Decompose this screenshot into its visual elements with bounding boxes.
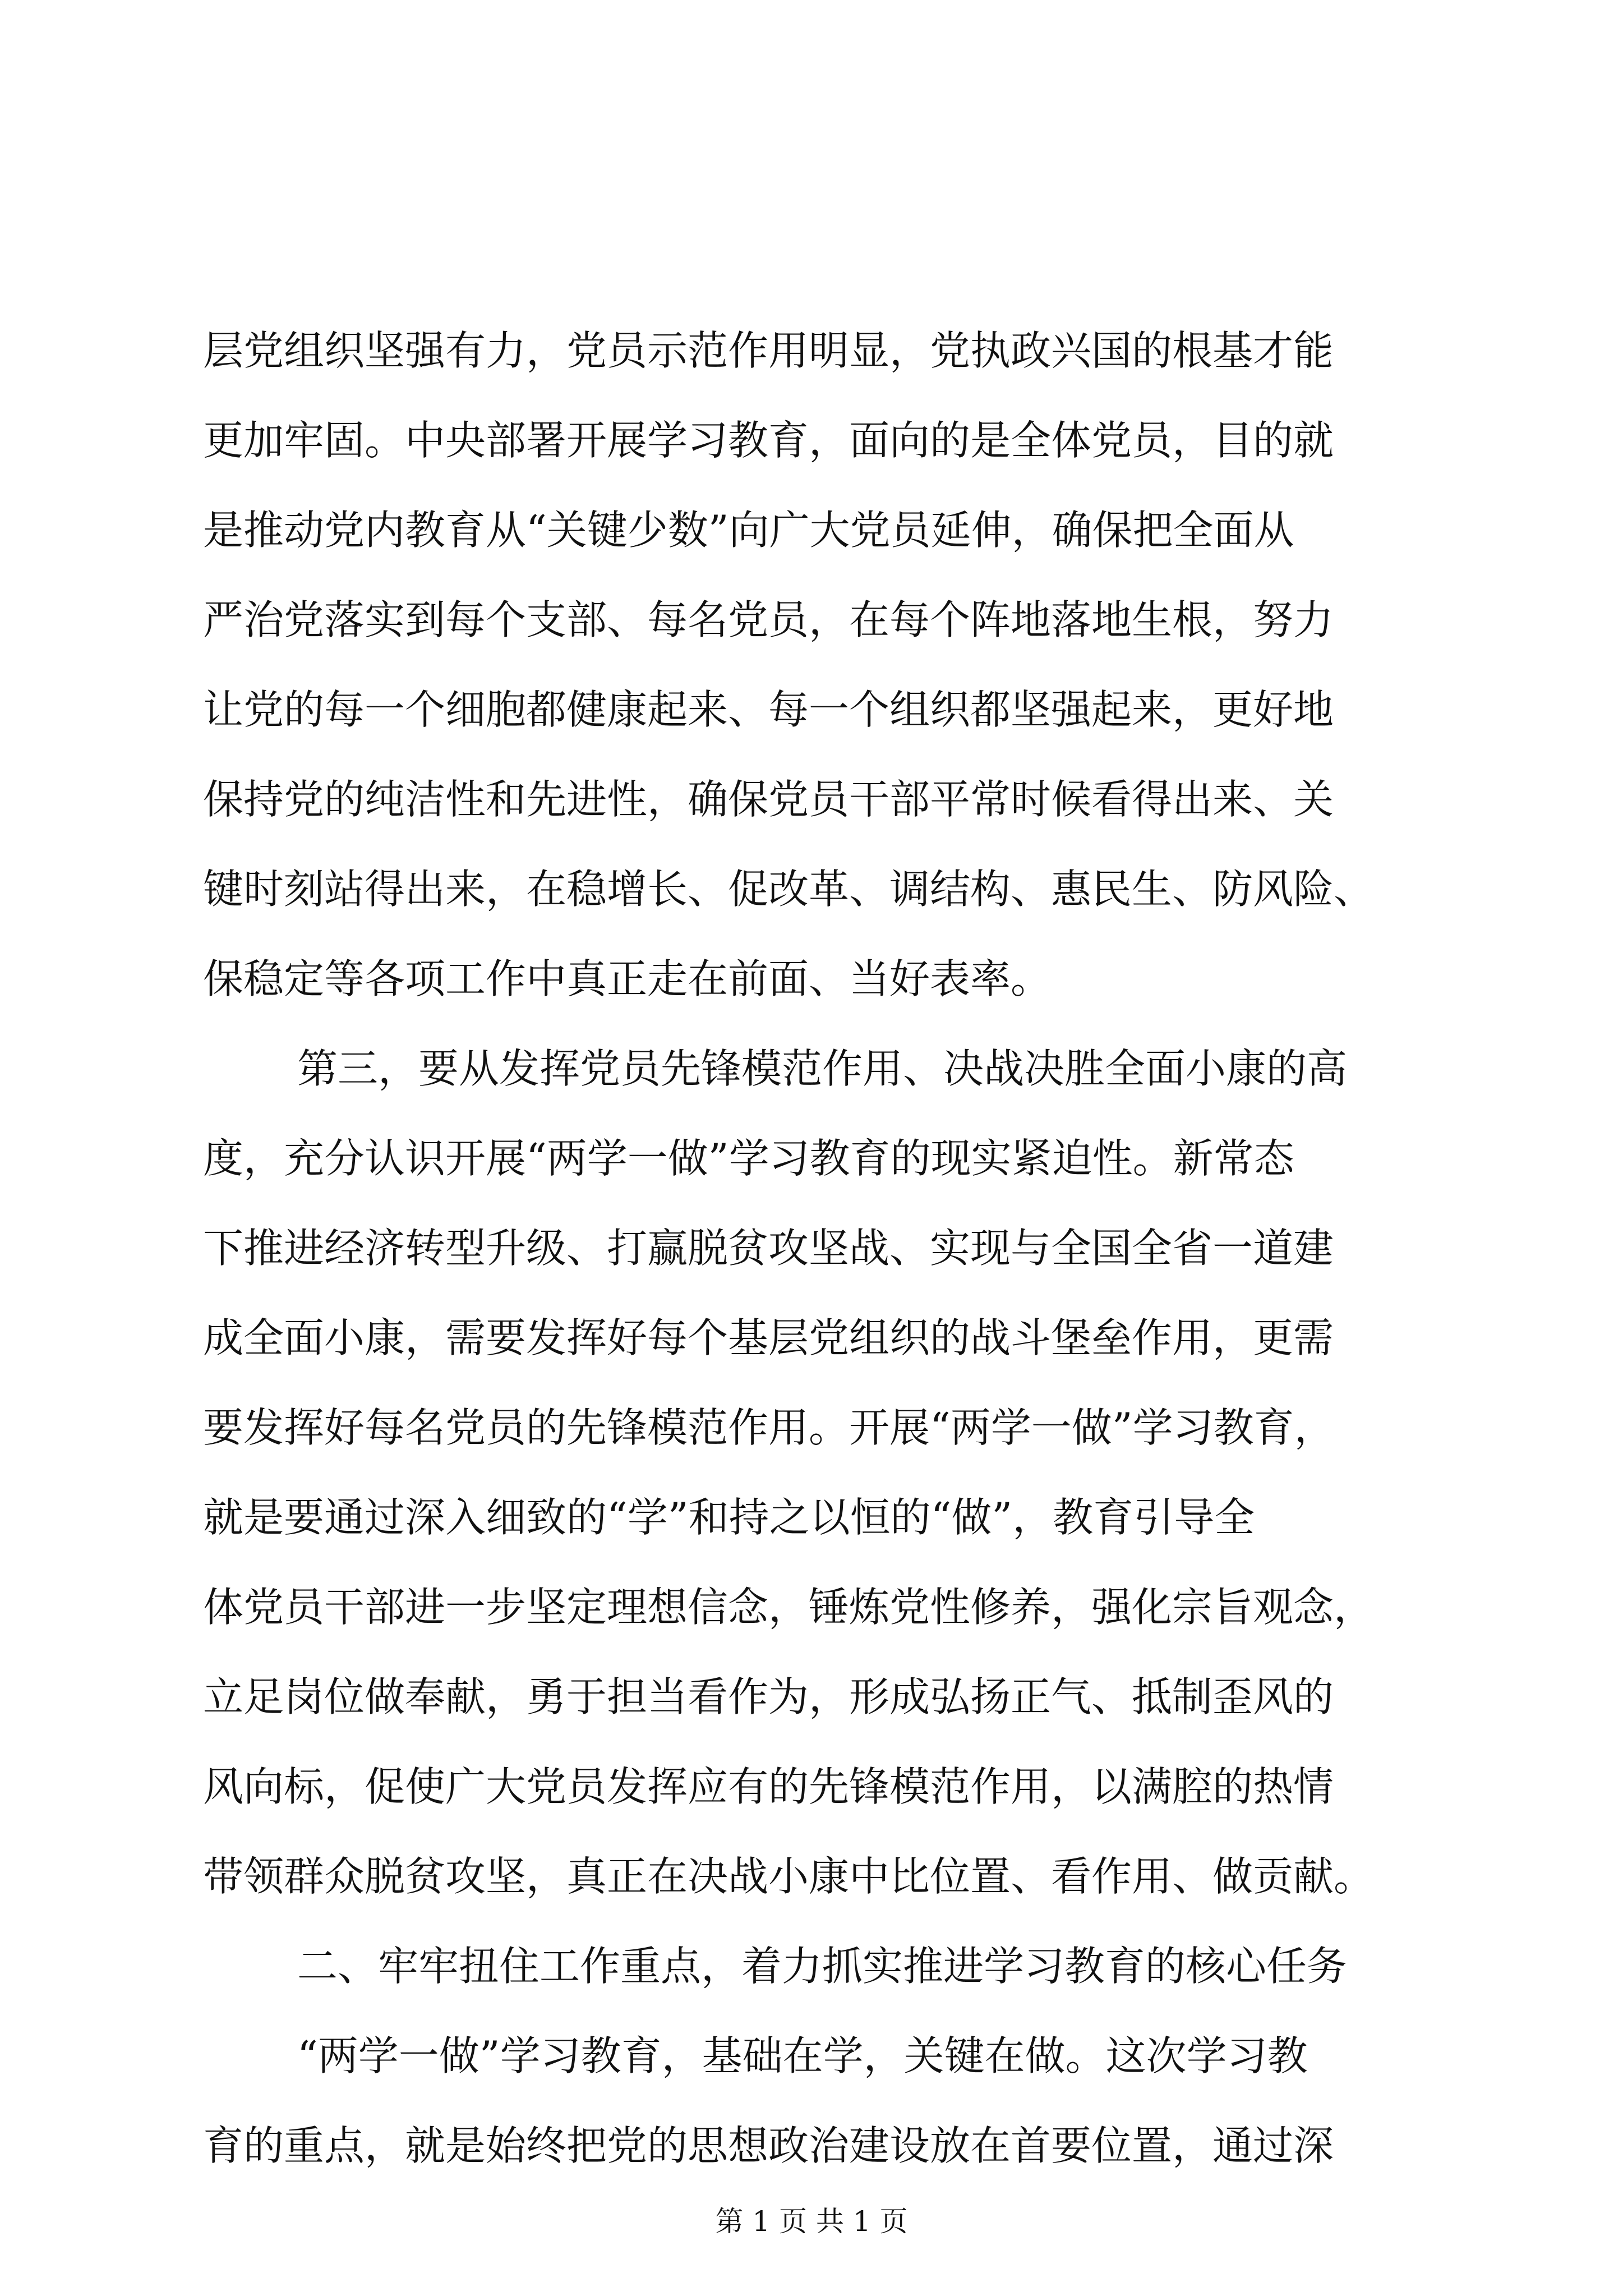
line-text: 体党员干部进一步坚定理想信念，锤炼党性修养，强化宗旨观念， bbox=[203, 1584, 1375, 1631]
line-text: 下推进经济转型升级、打赢脱贫攻坚战、实现与全国全省一道建 bbox=[203, 1225, 1334, 1272]
text-line bbox=[0, 1663, 1623, 1731]
text-line bbox=[0, 1125, 1623, 1192]
text-line bbox=[0, 2022, 1623, 2090]
text-line bbox=[0, 1932, 1623, 2000]
page-footer: 第 1 页 共 1 页 bbox=[715, 2205, 908, 2238]
line-text: 保稳定等各项工作中真正走在前面、当好表率。 bbox=[203, 955, 1052, 1002]
text-line bbox=[0, 496, 1623, 564]
text-line bbox=[0, 855, 1623, 923]
line-text: 立足岗位做奉献，勇于担当看作为，形成弘扬正气、抵制歪风的 bbox=[203, 1673, 1334, 1720]
line-text: 度，充分认识开展“两学一做”学习教育的现实紧迫性。新常态 bbox=[203, 1135, 1294, 1182]
text-line bbox=[0, 766, 1623, 833]
text-line bbox=[0, 1484, 1623, 1551]
line-text: 要发挥好每名党员的先锋模范作用。开展“两学一做”学习教育， bbox=[203, 1404, 1335, 1451]
line-text: 更加牢固。中央部署开展学习教育，面向的是全体党员，目的就 bbox=[203, 417, 1334, 464]
text-line bbox=[0, 1753, 1623, 1820]
text-line bbox=[0, 1394, 1623, 1461]
text-line bbox=[0, 1573, 1623, 1641]
line-text: 严治党落实到每个支部、每名党员，在每个阵地落地生根，努力 bbox=[203, 596, 1334, 643]
line-text: 第三，要从发挥党员先锋模范作用、决战决胜全面小康的高 bbox=[297, 1045, 1348, 1092]
text-line bbox=[0, 586, 1623, 654]
line-text: 育的重点，就是始终把党的思想政治建设放在首要位置，通过深 bbox=[203, 2122, 1334, 2169]
line-text: 是推动党内教育从“关键少数”向广大党员延伸，确保把全面从 bbox=[203, 507, 1294, 554]
line-text: 二、牢牢扭住工作重点，着力抓实推进学习教育的核心任务 bbox=[297, 1943, 1348, 1990]
line-text: 成全面小康，需要发挥好每个基层党组织的战斗堡垒作用，更需 bbox=[203, 1314, 1334, 1361]
line-text: 层党组织坚强有力，党员示范作用明显，党执政兴国的根基才能 bbox=[203, 327, 1334, 374]
line-text: 保持党的纯洁性和先进性，确保党员干部平常时候看得出来、关 bbox=[203, 776, 1334, 823]
text-line bbox=[0, 1843, 1623, 1910]
line-text: 键时刻站得出来，在稳增长、促改革、调结构、惠民生、防风险、 bbox=[203, 866, 1375, 913]
text-line bbox=[0, 2112, 1623, 2179]
text-line bbox=[0, 407, 1623, 474]
line-text: 让党的每一个细胞都健康起来、每一个组织都坚强起来，更好地 bbox=[203, 686, 1334, 733]
text-line bbox=[0, 317, 1623, 384]
text-line bbox=[0, 676, 1623, 743]
line-text: 风向标，促使广大党员发挥应有的先锋模范作用，以满腔的热情 bbox=[203, 1763, 1334, 1810]
text-line bbox=[0, 945, 1623, 1013]
text-line bbox=[0, 1304, 1623, 1372]
line-text: 就是要通过深入细致的“学”和持之以恒的“做”，教育引导全 bbox=[203, 1494, 1255, 1541]
line-text: “两学一做”学习教育，基础在学，关键在做。这次学习教 bbox=[297, 2032, 1308, 2079]
line-text: 带领群众脱贫攻坚，真正在决战小康中比位置、看作用、做贡献。 bbox=[203, 1853, 1375, 1900]
text-line bbox=[0, 1214, 1623, 1282]
text-line bbox=[0, 1035, 1623, 1102]
